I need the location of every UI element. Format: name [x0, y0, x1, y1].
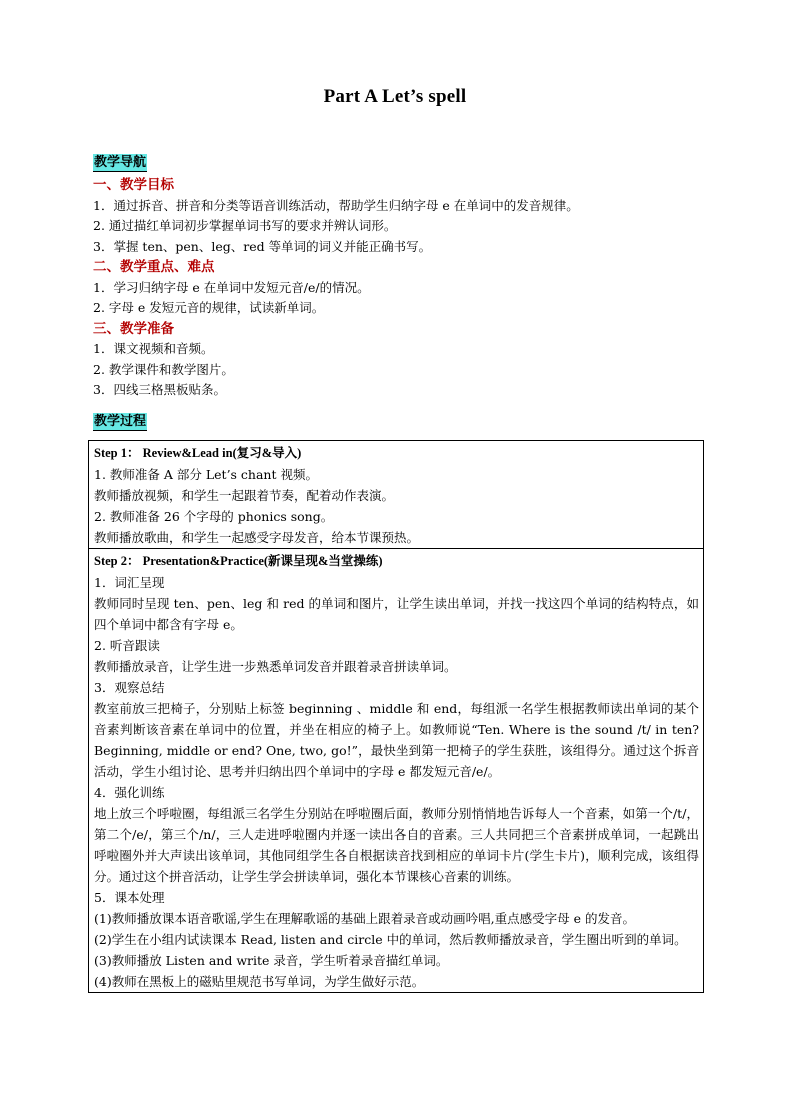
lesson-guide	[93, 151, 703, 431]
process-label: 教学过程	[94, 413, 147, 429]
step1-line: 教师播放歌曲，和学生一起感受字母发音，给本节课预热。	[94, 530, 420, 545]
key-point-item: 1．学习归纳字母 e 在单词中发短元音/e/的情况。	[93, 279, 370, 295]
step1-cell	[89, 441, 703, 549]
process-table	[88, 440, 704, 993]
step2-subtitle: 2. 听音跟读	[94, 638, 160, 653]
textbook-item: (4)教师在黑板上的磁贴里规范书写单词，为学生做好示范。	[94, 974, 425, 989]
step2-paragraph: 教师同时呈现 ten、pen、leg 和 red 的单词和图片，让学生读出单词，并找一找这四个单词的结构特点，如四个单词中都含有字母 e。	[94, 596, 699, 632]
step2-subtitle: 5．课本处理	[94, 890, 165, 905]
key-points-heading: 二、教学重点、难点	[93, 259, 215, 275]
textbook-item: (1)教师播放课本语音歌谣,学生在理解歌谣的基础上跟着录音或动画吟唱,重点感受字母 e 的发音。	[94, 911, 635, 926]
preparation-item: 1．课文视频和音频。	[93, 341, 214, 356]
step2-cell	[89, 549, 703, 992]
step2-paragraph: 教室前放三把椅子，分别贴上标签 beginning 、middle 和 end，每组派一名学生根据教师读出单词的某个音素判断该音素在单词中的位置，并坐在相应的椅子上。如教师说“Ten. Where is the sound /t/ in ten? Beginning, middle or end? One, two, go!”，最快坐到第一把椅子的学生获胜，该组得分。通过这个拆音活动，学生小组讨论、思考并归纳出四个单词中的字母 e 都发短元音/e/。	[94, 701, 699, 779]
preparation-item: 3．四线三格黑板贴条。	[93, 382, 226, 397]
textbook-item: (3)教师播放 Listen and write 录音，学生听着录音描红单词。	[94, 953, 449, 968]
key-point-item: 2. 字母 e 发短元音的规律，试读新单词。	[93, 300, 325, 315]
step2-paragraph: 地上放三个呼啦圈，每组派三名学生分别站在呼啦圈后面，教师分别悄悄地告诉每人一个音素，如第一个/t/，第二个/e/，第三个/n/，三人走进呼啦圈内并逐一读出各自的音素。三人共同把三个音素拼成单词，一起跳出呼啦圈外并大声读出该单词，其他同组学生各自根据读音找到相应的单词卡片(学生卡片)，顺利完成，该组得分。通过这个拼音活动，让学生学会拼读单词，强化本节课核心音素的训练。	[94, 806, 699, 884]
step1-line: 2. 教师准备 26 个字母的 phonics song。	[94, 509, 334, 524]
step1-line: 教师播放视频，和学生一起跟着节奏，配着动作表演。	[94, 488, 395, 503]
page-title: Part A Let’s spell	[323, 86, 467, 107]
objective-item: 1．通过拆音、拼音和分类等语音训练活动，帮助学生归纳字母 e 在单词中的发音规律。	[93, 197, 579, 213]
step2-subtitle: 1．词汇呈现	[94, 575, 165, 590]
guide-label: 教学导航	[94, 155, 147, 170]
step2-paragraph: 教师播放录音，让学生进一步熟悉单词发音并跟着录音拼读单词。	[94, 659, 457, 674]
objective-item: 2. 通过描红单词初步掌握单词书写的要求并辨认词形。	[93, 218, 397, 233]
objective-item: 3．掌握 ten、pen、leg、red 等单词的词义并能正确书写。	[93, 238, 432, 254]
preparation-heading: 三、教学准备	[93, 320, 174, 337]
step1-heading: Step 1： Review&Lead in(复习&导入)	[94, 446, 302, 460]
objectives-heading: 一、教学目标	[93, 177, 174, 193]
step1-line: 1. 教师准备 A 部分 Let’s chant 视频。	[94, 467, 318, 482]
step2-heading: Step 2： Presentation&Practice(新课呈现&当堂操练)	[94, 554, 383, 568]
step2-subtitle: 3．观察总结	[94, 680, 165, 695]
step2-subtitle: 4．强化训练	[94, 785, 165, 800]
textbook-item: (2)学生在小组内试读课本 Read, listen and circle 中的单词，然后教师播放录音，学生圈出听到的单词。	[94, 932, 687, 947]
preparation-item: 2. 教学课件和教学图片。	[93, 361, 234, 377]
